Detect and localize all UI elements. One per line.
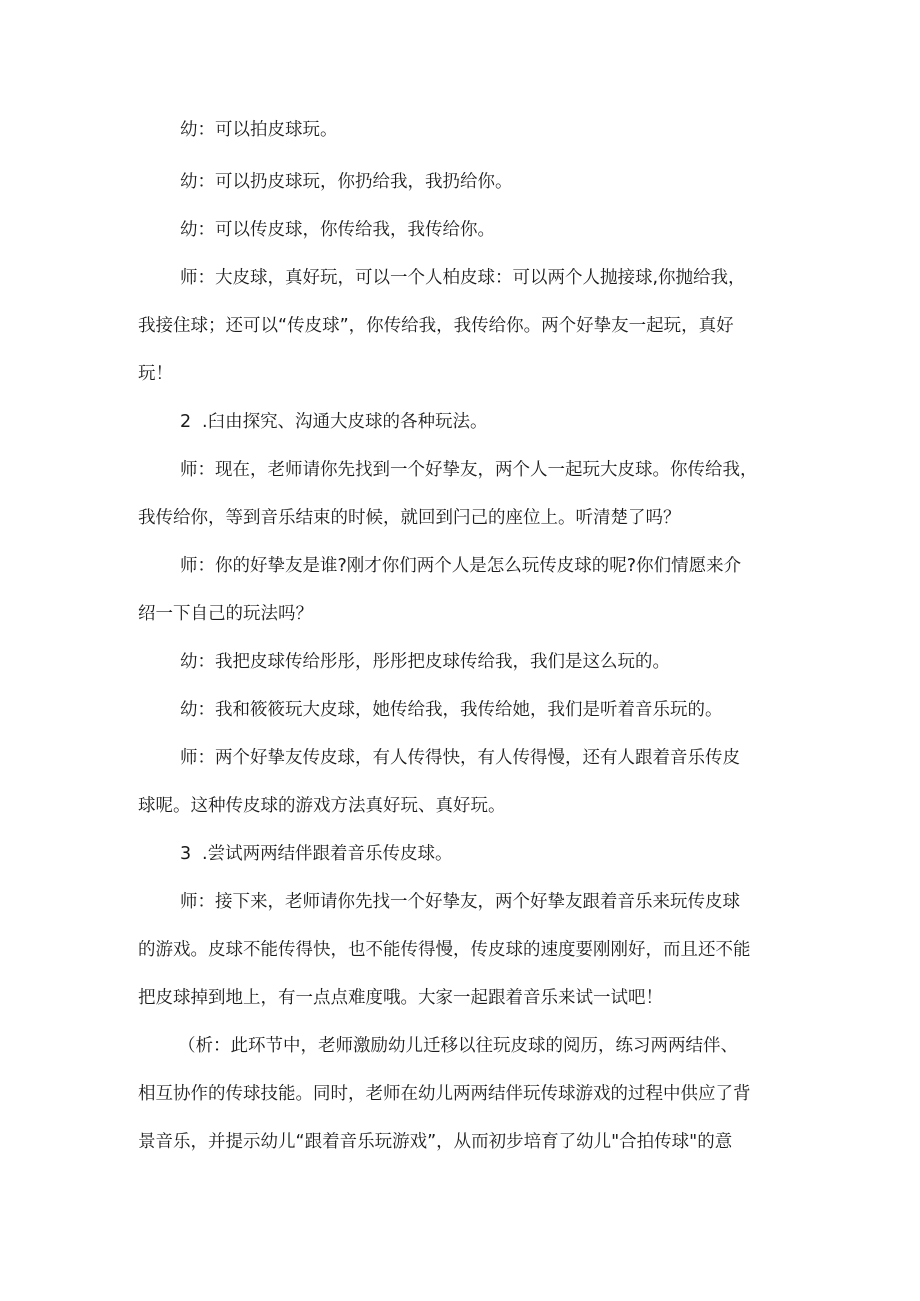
text-line: 师：现在，老师请你先找到一个好挚友，两个人一起玩大皮球。你传给我， bbox=[180, 460, 758, 480]
text-line: 师：你的好挚友是谁?刚才你们两个人是怎么玩传皮球的呢?你们情愿来介 bbox=[180, 556, 742, 576]
text-line: 幼：可以传皮球，你传给我，我传给你。 bbox=[180, 220, 495, 240]
text-line: 我传给你，等到音乐结束的时候，就回到闩己的座位上。听清楚了吗？ bbox=[138, 508, 681, 528]
text-line: 幼：我把皮球传给彤彤，彤彤把皮球传给我，我们是这么玩的。 bbox=[180, 652, 670, 672]
text-line bbox=[138, 830, 788, 878]
paragraph-child-throw-ball bbox=[138, 158, 788, 206]
section-number: 2 bbox=[180, 412, 192, 432]
text-line: 景音乐，并提示幼儿“跟着音乐玩游戏”，从而初步培育了幼儿"合拍传球"的意 bbox=[138, 1132, 733, 1152]
text-line: 相互协作的传球技能。同时，老师在幼儿两两结伴玩传球游戏的过程中供应了背 bbox=[138, 1084, 751, 1104]
text-line: 我接住球；还可以“传皮球”，你传给我，我传给你。两个好挚友一起玩，真好 bbox=[138, 316, 734, 336]
text-line: 球呢。这种传皮球的游戏方法真好玩、真好玩。 bbox=[138, 796, 506, 816]
section-title: .臼由探究、沟通大皮球的各种玩法。 bbox=[202, 412, 488, 432]
text-line bbox=[138, 398, 788, 446]
paragraph-analysis bbox=[138, 1022, 788, 1166]
section-heading-2 bbox=[138, 398, 788, 446]
section-heading-3 bbox=[138, 830, 788, 878]
paragraph-teacher-summary bbox=[138, 254, 788, 398]
text-line: 玩！ bbox=[138, 364, 173, 384]
text-line: 幼：可以拍皮球玩。 bbox=[180, 120, 338, 140]
section-title: .尝试两两结伴跟着音乐传皮球。 bbox=[202, 844, 453, 864]
paragraph-teacher-comment bbox=[138, 734, 788, 830]
paragraph-child-answer-2 bbox=[138, 686, 788, 734]
text-line: 师：大皮球，真好玩，可以一个人柏皮球：可以两个人抛接球,你抛给我， bbox=[180, 268, 746, 288]
paragraph-teacher-instruction bbox=[138, 878, 788, 1022]
text-line: 绍一下自己的玩法吗？ bbox=[138, 604, 313, 624]
section-number: 3 bbox=[180, 844, 192, 864]
text-line: 幼：我和筱筱玩大皮球，她传给我，我传给她，我们是听着音乐玩的。 bbox=[180, 700, 723, 720]
text-line: 的游戏。皮球不能传得快，也不能传得慢，传皮球的速度要刚刚好，而且还不能 bbox=[138, 940, 751, 960]
text-line: 幼：可以扔皮球玩，你扔给我，我扔给你。 bbox=[180, 172, 513, 192]
paragraph-teacher-find-friend bbox=[138, 446, 788, 542]
text-line: 师：接下来，老师请你先找一个好挚友，两个好挚友跟着音乐来玩传皮球 bbox=[180, 892, 740, 912]
text-line: 师：两个好挚友传皮球，有人传得快，有人传得慢，还有人跟着音乐传皮 bbox=[180, 748, 740, 768]
text-line: 把皮球掉到地上，有一点点难度哦。大家一起跟着音乐来试一试吧！ bbox=[138, 988, 663, 1008]
paragraph-child-pass-ball bbox=[138, 206, 788, 254]
text-line: （析：此环节中，老师激励幼儿迁移以往玩皮球的阅历，练习两两结伴、 bbox=[178, 1036, 738, 1056]
paragraph-child-pat-ball bbox=[138, 106, 788, 154]
paragraph-teacher-question bbox=[138, 542, 788, 638]
paragraph-child-answer-1 bbox=[138, 638, 788, 686]
